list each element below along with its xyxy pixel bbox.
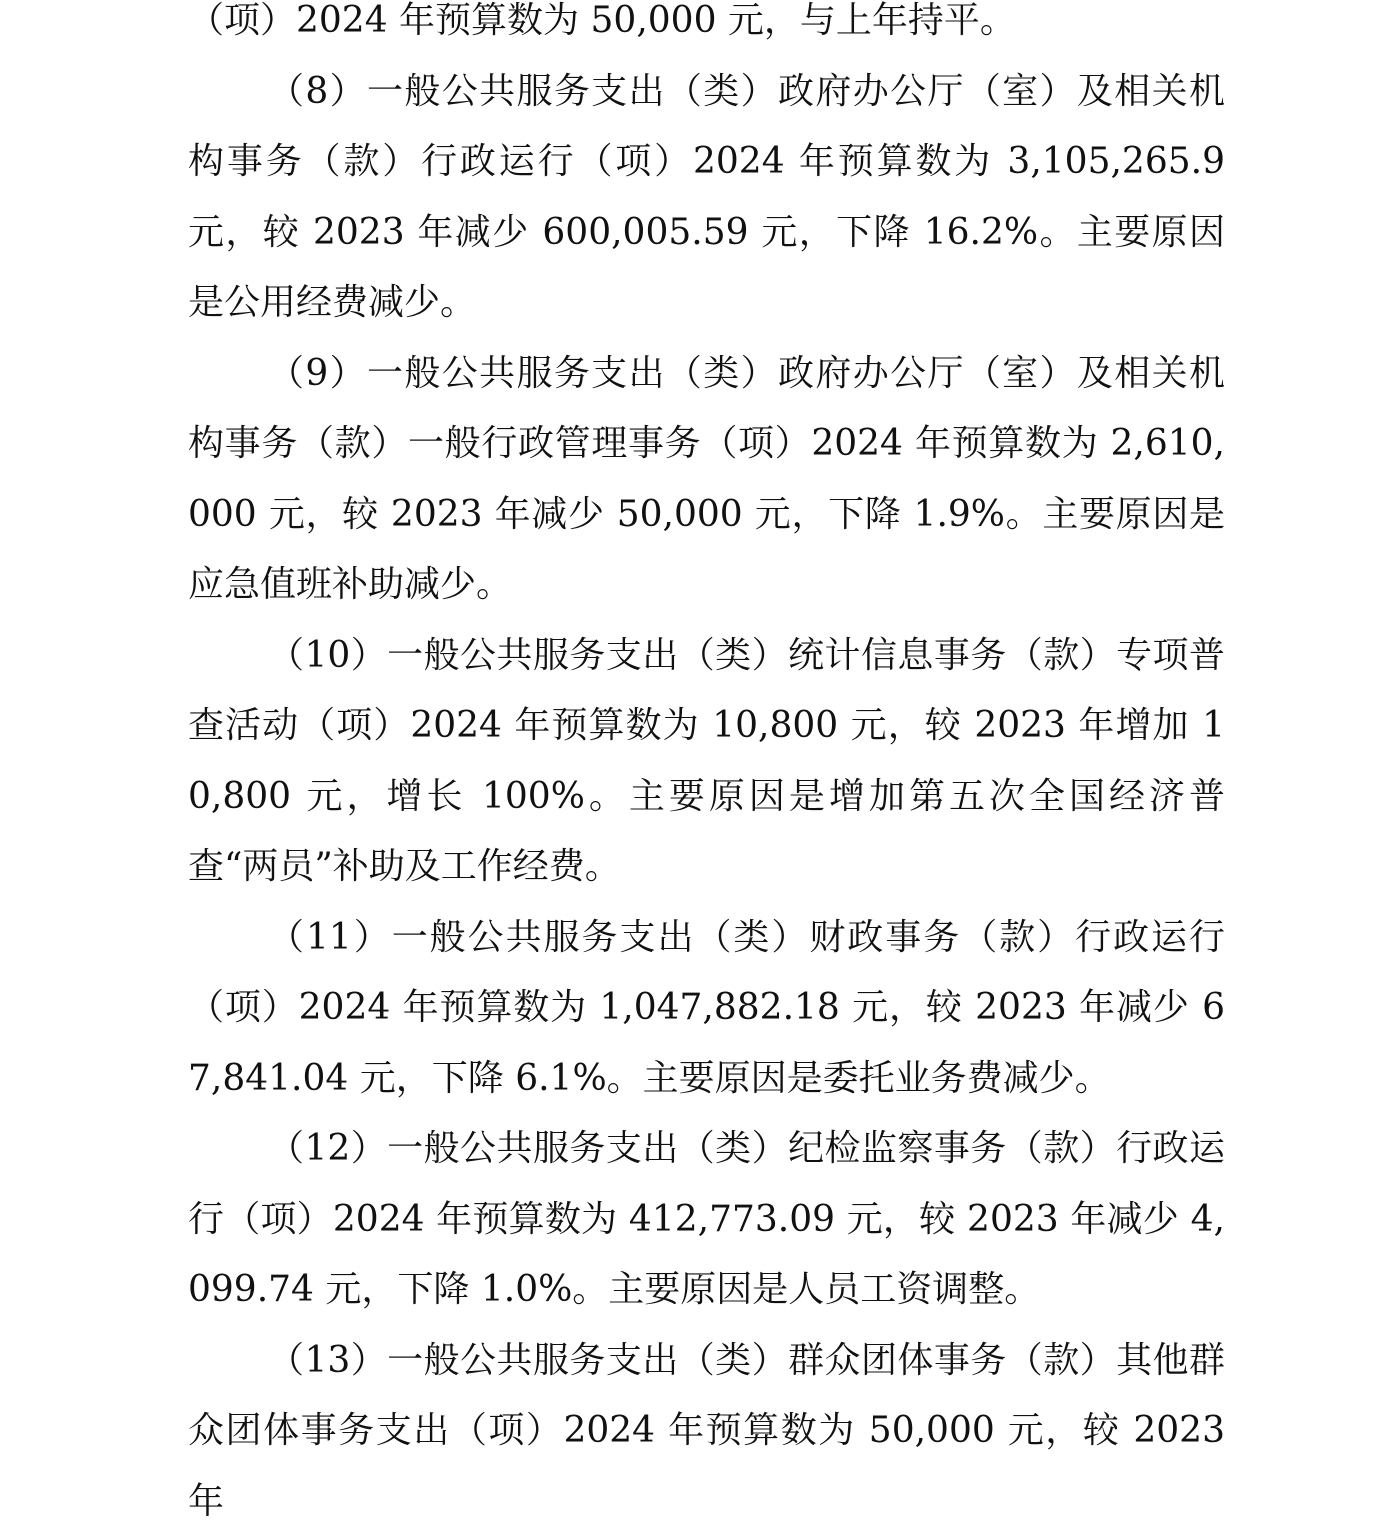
paragraph-item-7-continuation: （项）2024 年预算数为 50,000 元，与上年持平。 <box>188 0 1225 57</box>
paragraph-item-13: （13）一般公共服务支出（类）群众团体事务（款）其他群众团体事务支出（项）2024 年预算数为 50,000 元，较 2023 年 <box>188 1326 1225 1537</box>
paragraph-item-10: （10）一般公共服务支出（类）统计信息事务（款）专项普查活动（项）2024 年预算数为 10,800 元，较 2023 年增加 10,800 元，增长 100%。主要原因是增加第五次全国经济普查“两员”补助及工作经费。 <box>188 621 1225 903</box>
paragraph-item-9: （9）一般公共服务支出（类）政府办公厅（室）及相关机构事务（款）一般行政管理事务（项）2024 年预算数为 2,610,000 元，较 2023 年减少 50,000 元，下降 1.9%。主要原因是应急值班补助减少。 <box>188 339 1225 621</box>
paragraph-item-11: （11）一般公共服务支出（类）财政事务（款）行政运行（项）2024 年预算数为 1,047,882.18 元，较 2023 年减少 67,841.04 元，下降 6.1%。主要原因是委托业务费减少。 <box>188 903 1225 1115</box>
document-page <box>188 0 1225 1458</box>
paragraph-item-12: （12）一般公共服务支出（类）纪检监察事务（款）行政运行（项）2024 年预算数为 412,773.09 元，较 2023 年减少 4,099.74 元，下降 1.0%。主要原因是人员工资调整。 <box>188 1114 1225 1326</box>
paragraph-item-8: （8）一般公共服务支出（类）政府办公厅（室）及相关机构事务（款）行政运行（项）2024 年预算数为 3,105,265.9 元，较 2023 年减少 600,005.59 元，下降 16.2%。主要原因是公用经费减少。 <box>188 57 1225 339</box>
